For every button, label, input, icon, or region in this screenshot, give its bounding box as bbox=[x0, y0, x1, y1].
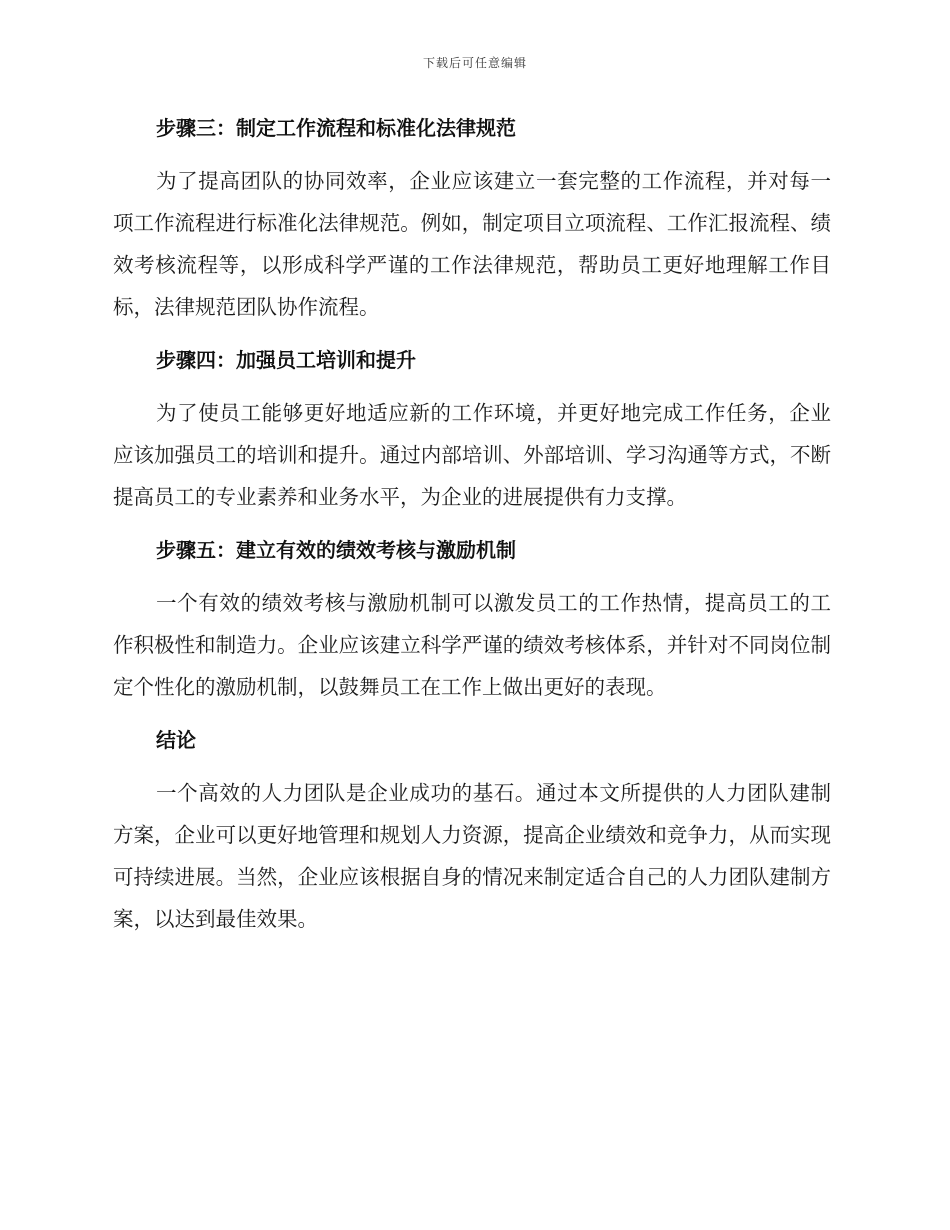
section-heading-step-4: 步骤四：加强员工培训和提升 bbox=[156, 348, 416, 372]
document-body bbox=[113, 108, 831, 940]
section-paragraph-conclusion: 一个高效的人力团队是企业成功的基石。通过本文所提供的人力团队建制方案，企业可以更好地管理和规划人力资源，提高企业绩效和竞争力，从而实现可持续进展。当然，企业应该根据自身的情况来制定适合自己的人力团队建制方案，以达到最佳效果。 bbox=[113, 781, 831, 931]
section-heading-step-5: 步骤五：建立有效的绩效考核与激励机制 bbox=[156, 538, 516, 562]
header-note: 下载后可任意编辑 bbox=[422, 56, 527, 70]
section-heading-conclusion: 结论 bbox=[156, 728, 196, 752]
section-paragraph-step-3: 为了提高团队的协同效率，企业应该建立一套完整的工作流程，并对每一项工作流程进行标准化法律规范。例如，制定项目立项流程、工作汇报流程、绩效考核流程等，以形成科学严谨的工作法律规范，帮助员工更好地理解工作目标，法律规范团队协作流程。 bbox=[113, 169, 831, 319]
section-heading-step-3: 步骤三：制定工作流程和标准化法律规范 bbox=[156, 116, 516, 140]
section-paragraph-step-4: 为了使员工能够更好地适应新的工作环境，并更好地完成工作任务，企业应该加强员工的培训和提升。通过内部培训、外部培训、学习沟通等方式，不断提高员工的专业素养和业务水平，为企业的进展提供有力支撑。 bbox=[113, 401, 831, 509]
section-paragraph-step-5: 一个有效的绩效考核与激励机制可以激发员工的工作热情，提高员工的工作积极性和制造力。企业应该建立科学严谨的绩效考核体系，并针对不同岗位制定个性化的激励机制，以鼓舞员工在工作上做出更好的表现。 bbox=[113, 591, 831, 699]
